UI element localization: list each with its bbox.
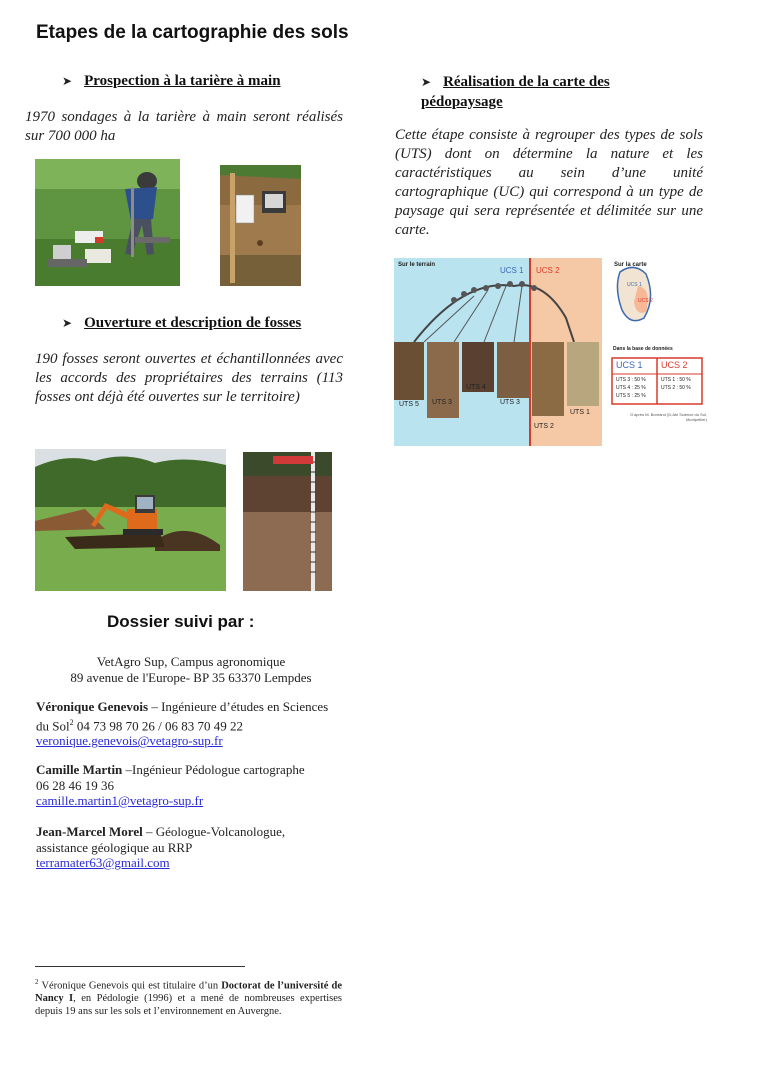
diagram-credit: D'après M. Bornand (D.Abi Science du Sol, Montpellier): [630, 412, 707, 422]
contact-role: assistance géologique au RRP: [36, 839, 193, 855]
uts1-label: UTS 1: [570, 409, 590, 416]
contact-name: Camille Martin: [36, 762, 123, 777]
email-link[interactable]: camille.martin1@vetagro-sup.fr: [36, 793, 204, 808]
carte-text: Cette étape consiste à regrouper des types de sols (UTS) dont on détermine la nature et les caractéristiques au sein d’une unité cartographique (UC) qui correspond à un type de paysage qui sera représentée et délimitée sur une carte.: [395, 127, 703, 238]
heading-text: Réalisation de la carte des pédopaysage: [421, 74, 610, 110]
table-cell: UTS 4 : 25 %: [616, 385, 646, 391]
ucs1-label: UCS 1: [500, 266, 524, 275]
arrow-bullet-icon: ➤: [62, 74, 73, 88]
email-link[interactable]: veronique.genevois@vetagro-sup.fr: [36, 733, 223, 749]
table-ucs1-header: UCS 1: [616, 360, 643, 370]
org-address: [36, 654, 346, 685]
org-line: 89 avenue de l'Europe- BP 35 63370 Lempdes: [70, 669, 312, 685]
fosses-text: 190 fosses seront ouvertes et échantillonnées avec les accords des propriétaires des terrains (113 fosses ont déjà été ouvertes sur le territoire): [35, 351, 343, 405]
ucs2-label: UCS 2: [536, 266, 560, 275]
heading-text: Ouverture et description de fosses: [84, 315, 302, 331]
org-line: VetAgro Sup, Campus agronomique: [96, 654, 286, 669]
uts4-label: UTS 4: [466, 384, 486, 391]
footnote-text: [35, 976, 342, 1018]
heading-text: Prospection à la tarière à main: [84, 73, 281, 89]
table-ucs2-header: UCS 2: [661, 360, 688, 370]
carte-label: Sur la carte: [614, 262, 647, 268]
footnote-marker: 2: [35, 978, 39, 986]
dossier-heading: Dossier suivi par :: [107, 612, 255, 631]
email-link[interactable]: terramater63@gmail.com: [36, 855, 170, 870]
section-heading-carte: [421, 72, 651, 112]
contact-role: du Sol: [36, 717, 70, 733]
table-cell: UTS 5 : 25 %: [616, 393, 646, 399]
table-cell: UTS 3 : 50 %: [616, 377, 646, 383]
contact-phone: 06 28 46 19 36: [36, 777, 114, 793]
contact-jean-marcel: [36, 824, 356, 871]
uts5-label: UTS 5: [399, 401, 419, 408]
arrow-bullet-icon: ➤: [62, 316, 73, 330]
arrow-bullet-icon: ➤: [421, 75, 432, 89]
uts2-label: UTS 2: [534, 423, 554, 430]
photo-soil-core: [220, 165, 301, 286]
uts3a-label: UTS 3: [432, 399, 452, 406]
photo-auger-survey: [35, 159, 180, 286]
footnote-part: , en Pédologie (1996) et a mené de nombreuses expertises depuis 19 ans sur les sols et l’environnement en Auvergne.: [35, 993, 342, 1017]
contact-veronique: [36, 699, 356, 749]
contact-role: – Ingénieure d’études en Sciences: [148, 699, 329, 714]
map-ucs1-label: UCS 1: [627, 282, 642, 288]
contact-name: Jean-Marcel Morel: [36, 824, 143, 839]
contact-phone: 04 73 98 70 26 / 06 83 70 49 22: [73, 717, 243, 733]
terrain-label: Sur le terrain: [398, 262, 436, 268]
table-col1: [616, 376, 646, 400]
photo-soil-profile: [243, 452, 332, 591]
soil-mapping-diagram: [394, 258, 710, 446]
table-cell: UTS 2 : 50 %: [661, 385, 691, 391]
contact-role: – Géologue-Volcanologue,: [142, 824, 286, 839]
footnote-bold: Doctorat de l’université de Nancy I: [35, 980, 342, 1004]
footnote-ref[interactable]: 2: [69, 717, 74, 727]
contact-name: Véronique Genevois: [36, 699, 149, 714]
footnote-divider: [35, 966, 245, 967]
footnote-part: Véronique Genevois qui est titulaire d’un: [38, 980, 222, 992]
uts3b-label: UTS 3: [500, 399, 520, 406]
contact-role: –Ingénieur Pédologue cartographe: [122, 762, 305, 777]
contact-camille: [36, 762, 356, 809]
section-heading-fosses: [62, 314, 301, 332]
table-cell: UTS 1 : 50 %: [661, 377, 691, 383]
page-title: Etapes de la cartographie des sols: [36, 22, 349, 43]
table-col2: [661, 376, 691, 392]
map-ucs2-label: UCS 2: [638, 298, 653, 304]
photo-excavator: [35, 449, 226, 591]
db-label: Dans la base de données: [613, 346, 673, 352]
section-heading-prospection: [62, 72, 281, 90]
prospection-text: 1970 sondages à la tarière à main seront réalisés sur 700 000 ha: [25, 109, 343, 144]
